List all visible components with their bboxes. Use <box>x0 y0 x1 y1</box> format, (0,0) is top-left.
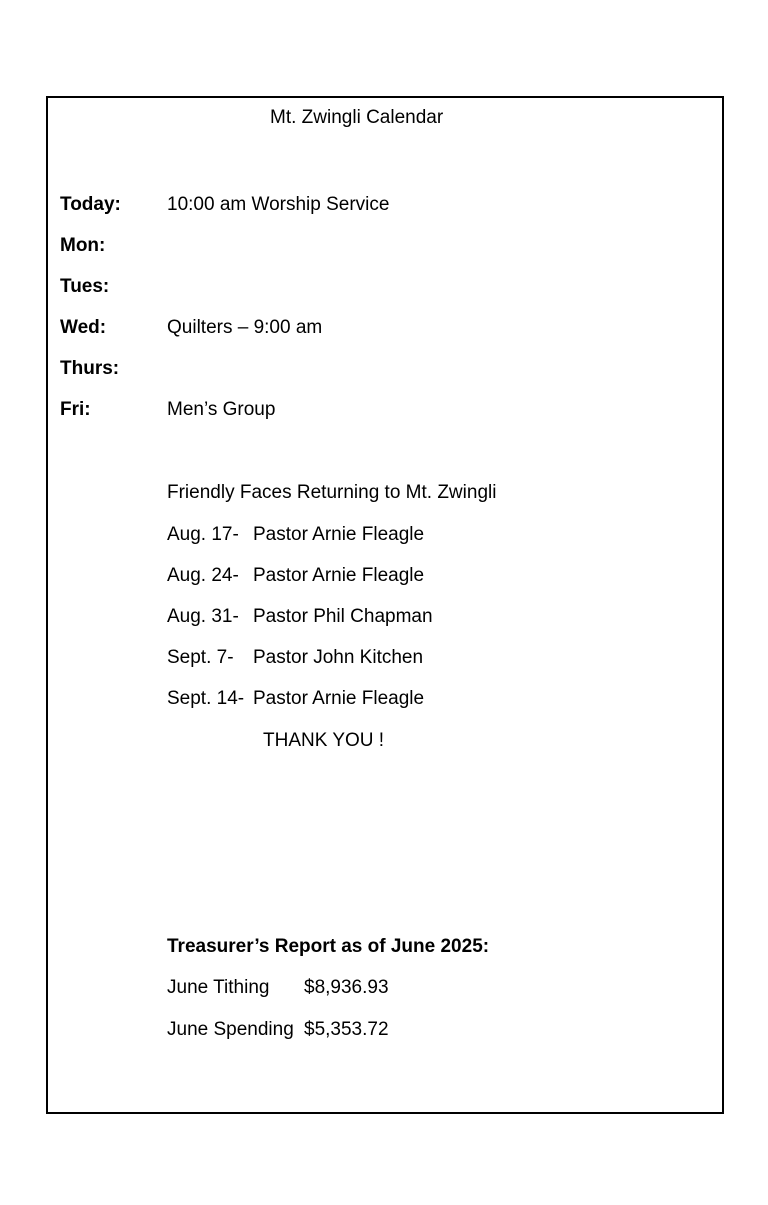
day-label-tues: Tues: <box>60 276 110 297</box>
calendar-box <box>46 96 724 1114</box>
day-label-wed: Wed: <box>60 317 107 338</box>
day-event-wed: Quilters – 9:00 am <box>167 317 323 338</box>
report-label-spending: June Spending <box>167 1019 294 1040</box>
visit-date: Aug. 31- <box>167 606 239 627</box>
thank-you-text: THANK YOU ! <box>263 730 385 751</box>
visit-date: Aug. 17- <box>167 524 239 545</box>
friendly-faces-heading: Friendly Faces Returning to Mt. Zwingli <box>167 482 497 503</box>
day-event-today: 10:00 am Worship Service <box>167 194 390 215</box>
day-event-fri: Men’s Group <box>167 399 276 420</box>
visit-date: Sept. 7- <box>167 647 234 668</box>
day-label-thurs: Thurs: <box>60 358 120 379</box>
visit-pastor: Pastor Arnie Fleagle <box>253 688 425 709</box>
page-title: Mt. Zwingli Calendar <box>270 107 444 128</box>
report-amount-spending: $5,353.72 <box>304 1019 389 1040</box>
day-label-fri: Fri: <box>60 399 91 420</box>
visit-pastor: Pastor Arnie Fleagle <box>253 524 425 545</box>
day-label-today: Today: <box>60 194 121 215</box>
visit-date: Aug. 24- <box>167 565 239 586</box>
visit-pastor: Pastor John Kitchen <box>253 647 424 668</box>
day-label-mon: Mon: <box>60 235 106 256</box>
report-label-tithing: June Tithing <box>167 977 270 998</box>
visit-pastor: Pastor Phil Chapman <box>253 606 433 627</box>
report-amount-tithing: $8,936.93 <box>304 977 389 998</box>
visit-date: Sept. 14- <box>167 688 245 709</box>
treasurer-heading: Treasurer’s Report as of June 2025: <box>167 936 490 957</box>
visit-pastor: Pastor Arnie Fleagle <box>253 565 425 586</box>
